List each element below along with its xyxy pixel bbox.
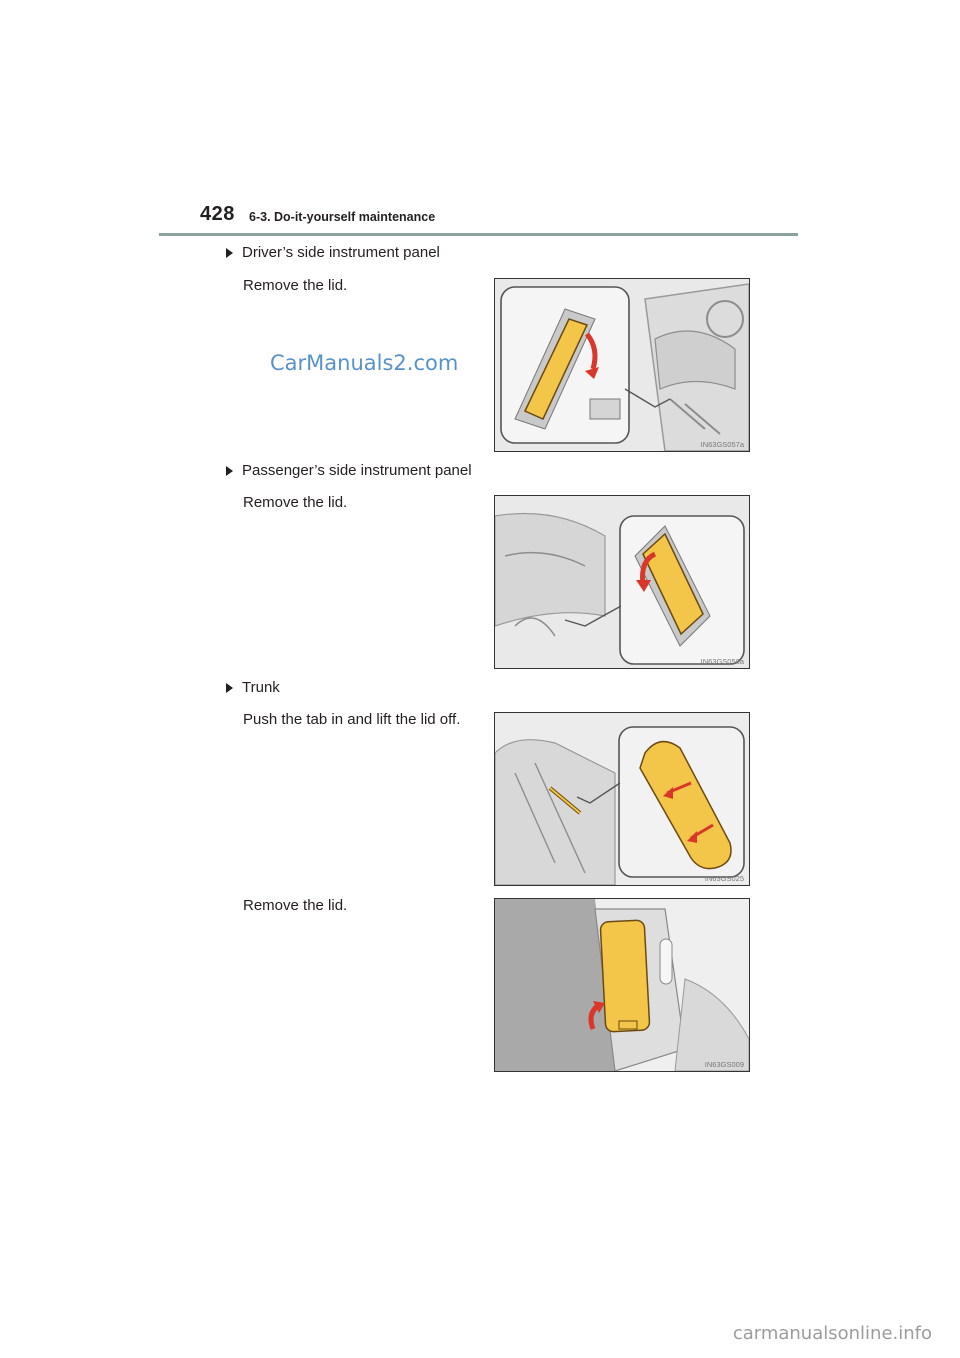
watermark: CarManuals2.com xyxy=(270,351,459,375)
page-number: 428 xyxy=(200,203,235,225)
figure-code: IN63GS058a xyxy=(700,657,744,666)
figure-passenger-panel xyxy=(494,495,750,669)
step-text-passenger: Remove the lid. xyxy=(243,494,348,511)
heading-text: Passenger’s side instrument panel xyxy=(242,462,472,479)
footer-watermark[interactable]: carmanualsonline.info xyxy=(732,1323,932,1344)
figure-driver-panel xyxy=(494,278,750,452)
bullet-triangle-icon xyxy=(226,248,233,258)
bullet-heading-driver xyxy=(226,244,440,261)
step-text-trunk: Push the tab in and lift the lid off. xyxy=(243,711,461,728)
section-title: 6-3. Do-it-yourself maintenance xyxy=(249,210,436,224)
step-text-remove-lid: Remove the lid. xyxy=(243,897,348,914)
figure-code: IN63GS057a xyxy=(700,440,744,449)
bullet-heading-trunk xyxy=(226,679,280,696)
figure-trunk xyxy=(494,712,750,886)
page-header xyxy=(0,0,960,240)
header-rule xyxy=(159,233,798,236)
bullet-triangle-icon xyxy=(226,683,233,693)
figure-code: IN63GS025 xyxy=(704,874,744,883)
trunk-illustration xyxy=(495,713,749,885)
heading-text: Driver’s side instrument panel xyxy=(242,244,440,261)
step-text-driver: Remove the lid. xyxy=(243,277,348,294)
passenger-panel-illustration xyxy=(495,496,749,668)
remove-lid-illustration xyxy=(495,899,749,1071)
heading-text: Trunk xyxy=(242,679,280,696)
bullet-triangle-icon xyxy=(226,466,233,476)
bullet-heading-passenger xyxy=(226,462,472,479)
figure-code: IN63GS009 xyxy=(704,1060,744,1069)
driver-panel-illustration xyxy=(495,279,749,451)
figure-remove-lid xyxy=(494,898,750,1072)
